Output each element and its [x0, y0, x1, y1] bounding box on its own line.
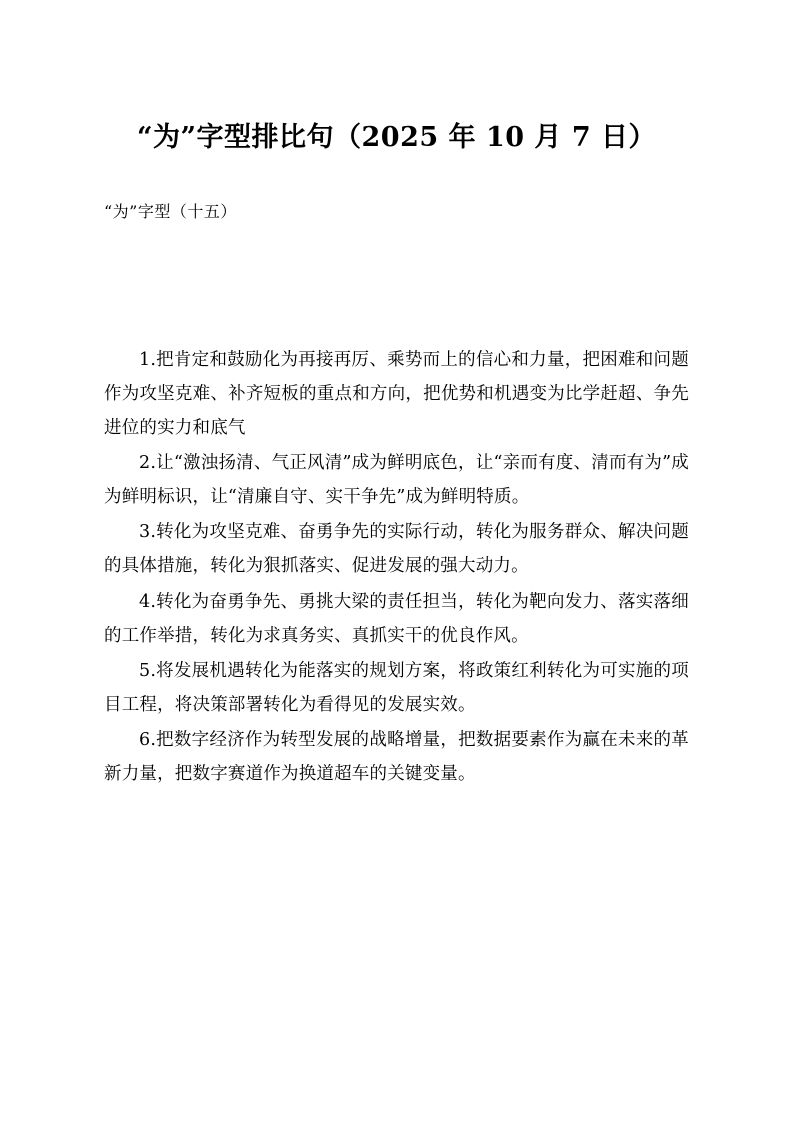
- page-title: “为”字型排比句（2025 年 10 月 7 日）: [136, 122, 657, 153]
- document-subtitle: “为”字型（十五）: [104, 202, 237, 222]
- document-body: [104, 343, 689, 792]
- body-paragraph: 2.让“激浊扬清、气正风清”成为鲜明底色，让“亲而有度、清而有为”成为鲜明标识，让“清廉自守、实干争先”成为鲜明特质。: [104, 453, 689, 508]
- body-paragraph: 1.把肯定和鼓励化为再接再厉、乘势而上的信心和力量，把困难和问题作为攻坚克难、补齐短板的重点和方向，把优势和机遇变为比学赶超、争先进位的实力和底气: [104, 349, 689, 438]
- body-paragraph: 6.把数字经济作为转型发展的战略增量，把数据要素作为赢在未来的革新力量，把数字赛道作为换道超车的关键变量。: [104, 730, 689, 785]
- body-paragraph: 4.转化为奋勇争先、勇挑大梁的责任担当，转化为靶向发力、落实落细的工作举措，转化为求真务实、真抓实干的优良作风。: [104, 591, 689, 646]
- title-body-spacer: [104, 225, 689, 343]
- body-paragraph: 5.将发展机遇转化为能落实的规划方案，将政策红利转化为可实施的项目工程，将决策部署转化为看得见的发展实效。: [104, 660, 689, 715]
- body-paragraph: 3.转化为攻坚克难、奋勇争先的实际行动，转化为服务群众、解决问题的具体措施，转化为狠抓落实、促进发展的强大动力。: [104, 522, 689, 577]
